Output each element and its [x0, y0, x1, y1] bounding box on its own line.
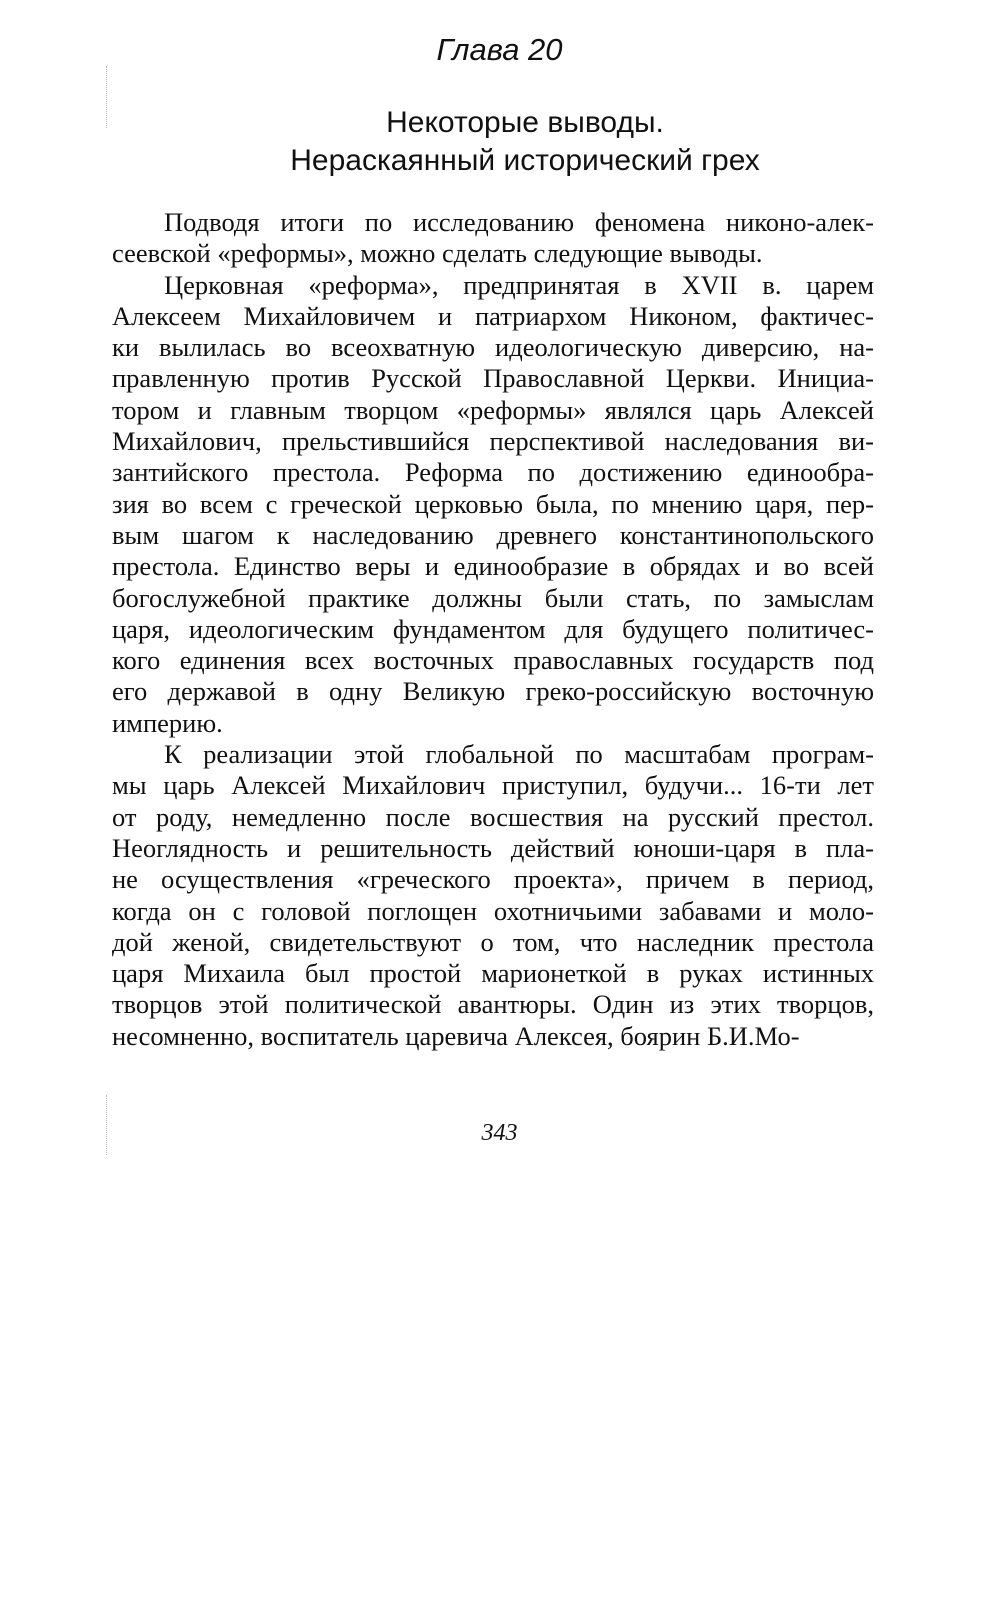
text-line: богослужебной практике должны были стать, по замыслам: [112, 582, 874, 613]
text-line: правленную против Русской Православной Церкви. Инициа-: [112, 363, 874, 394]
paragraph: [112, 270, 874, 739]
text-line: Михайлович, прельстившийся перспективой наследования ви-: [112, 426, 874, 457]
scan-margin-speck: [106, 66, 113, 128]
chapter-label: Глава 20: [436, 32, 563, 67]
text-line: вым шагом к наследованию древнего константинопольского: [112, 519, 874, 550]
text-line: творцов этой политической авантюры. Один из этих творцов,: [112, 989, 874, 1020]
paragraph: [112, 739, 874, 1052]
text-line: несомненно, воспитатель царевича Алексея, боярин Б.И.Мо-: [112, 1020, 800, 1051]
chapter-title-line: Некоторые выводы.: [386, 106, 664, 139]
text-line: его державой в одну Великую греко-российскую восточную: [112, 676, 874, 707]
text-line: К реализации этой глобальной по масштабам програм-: [164, 739, 874, 770]
text-line: престола. Единство веры и единообразие в обрядах и во всей: [112, 551, 874, 582]
text-line: Алексеем Михайловичем и патриархом Никоном, фактичес-: [112, 300, 874, 331]
text-line: царя Михаила был простой марионеткой в руках истинных: [112, 958, 874, 989]
text-line: царя, идеологическим фундаментом для будущего политичес-: [112, 613, 874, 644]
text-line: сеевской «реформы», можно сделать следующие выводы.: [112, 238, 763, 269]
paragraph: [112, 207, 874, 270]
text-line: от роду, немедленно после восшествия на русский престол.: [112, 801, 874, 832]
text-line: империю.: [112, 707, 223, 738]
page-number: 343: [481, 1120, 518, 1146]
text-line: зия во всем с греческой церковью была, по мнению царя, пер-: [112, 488, 874, 519]
text-line: зантийского престола. Реформа по достижению единообра-: [112, 457, 874, 488]
text-line: Подводя итоги по исследованию феномена никоно-алек-: [164, 207, 874, 237]
text-line: Неоглядность и решительность действий юноши-царя в пла-: [112, 832, 874, 863]
text-line: ки вылилась во всеохватную идеологическую диверсию, на-: [112, 332, 874, 363]
text-line: дой женой, свидетельствуют о том, что наследник престола: [112, 926, 874, 957]
body-text: [112, 207, 874, 1052]
text-line: мы царь Алексей Михайлович приступил, будучи... 16-ти лет: [112, 770, 874, 801]
text-line: кого единения всех восточных православных государств под: [112, 645, 874, 676]
chapter-title-line: Нераскаянный исторический грех: [290, 144, 760, 177]
text-line: не осуществления «греческого проекта», причем в период,: [112, 864, 874, 895]
text-line: когда он с головой поглощен охотничьими забавами и моло-: [112, 895, 874, 926]
chapter-title: [150, 104, 900, 180]
text-line: тором и главным творцом «реформы» являлся царь Алексей: [112, 394, 874, 425]
text-line: Церковная «реформа», предпринятая в XVII в. царем: [164, 269, 874, 300]
